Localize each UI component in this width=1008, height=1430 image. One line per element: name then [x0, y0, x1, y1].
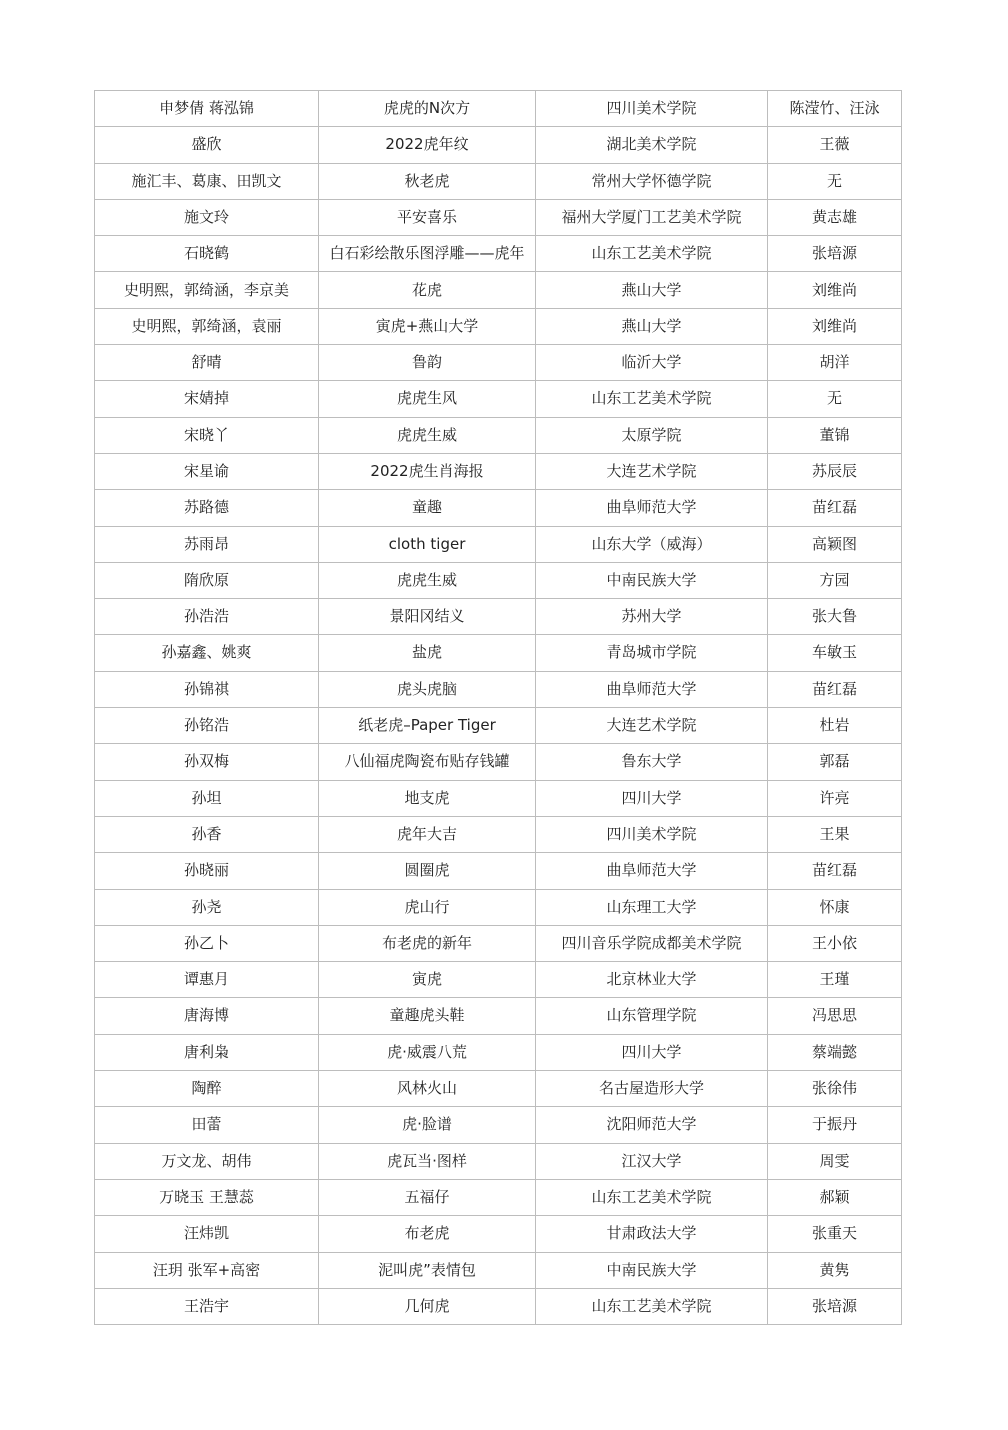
work-title-cell: cloth tiger: [319, 526, 536, 562]
table-row: [95, 853, 902, 889]
table-row: [95, 635, 902, 671]
author-cell: 唐利枭: [95, 1034, 319, 1070]
school-cell: 四川美术学院: [536, 91, 768, 127]
work-title-cell: 虎虎生风: [319, 381, 536, 417]
author-cell: 史明熙，郭绮涵，袁丽: [95, 308, 319, 344]
table-row: [95, 780, 902, 816]
table-row: [95, 345, 902, 381]
teacher-cell: 郭磊: [768, 744, 902, 780]
author-cell: 田蕾: [95, 1107, 319, 1143]
school-cell: 四川大学: [536, 780, 768, 816]
teacher-cell: 苗红磊: [768, 490, 902, 526]
table-row: [95, 744, 902, 780]
entries-table-body: [95, 91, 902, 1325]
teacher-cell: 张培源: [768, 1288, 902, 1324]
school-cell: 燕山大学: [536, 272, 768, 308]
teacher-cell: 于振丹: [768, 1107, 902, 1143]
teacher-cell: 张大鲁: [768, 599, 902, 635]
author-cell: 宋星谕: [95, 453, 319, 489]
author-cell: 孙尧: [95, 889, 319, 925]
school-cell: 山东理工大学: [536, 889, 768, 925]
author-cell: 孙坦: [95, 780, 319, 816]
entries-table: [94, 90, 902, 1325]
school-cell: 甘肃政法大学: [536, 1216, 768, 1252]
school-cell: 沈阳师范大学: [536, 1107, 768, 1143]
work-title-cell: 几何虎: [319, 1288, 536, 1324]
work-title-cell: 虎虎生威: [319, 417, 536, 453]
author-cell: 申梦倩 蒋泓锦: [95, 91, 319, 127]
school-cell: 中南民族大学: [536, 562, 768, 598]
teacher-cell: 苗红磊: [768, 853, 902, 889]
school-cell: 大连艺术学院: [536, 453, 768, 489]
teacher-cell: 郝颖: [768, 1179, 902, 1215]
school-cell: 名古屋造形大学: [536, 1071, 768, 1107]
teacher-cell: 蔡端懿: [768, 1034, 902, 1070]
table-row: [95, 1107, 902, 1143]
work-title-cell: 2022虎生肖海报: [319, 453, 536, 489]
work-title-cell: 布老虎: [319, 1216, 536, 1252]
teacher-cell: 高颖图: [768, 526, 902, 562]
author-cell: 施汇丰、葛康、田凯文: [95, 163, 319, 199]
author-cell: 宋晓丫: [95, 417, 319, 453]
table-row: [95, 1288, 902, 1324]
author-cell: 王浩宇: [95, 1288, 319, 1324]
school-cell: 北京林业大学: [536, 962, 768, 998]
work-title-cell: 虎头虎脑: [319, 671, 536, 707]
table-row: [95, 526, 902, 562]
work-title-cell: 白石彩绘散乐图浮雕——虎年: [319, 236, 536, 272]
table-row: [95, 272, 902, 308]
school-cell: 鲁东大学: [536, 744, 768, 780]
work-title-cell: 2022虎年纹: [319, 127, 536, 163]
school-cell: 福州大学厦门工艺美术学院: [536, 199, 768, 235]
school-cell: 四川美术学院: [536, 816, 768, 852]
author-cell: 万文龙、胡伟: [95, 1143, 319, 1179]
work-title-cell: 虎年大吉: [319, 816, 536, 852]
author-cell: 孙嘉鑫、姚爽: [95, 635, 319, 671]
school-cell: 山东工艺美术学院: [536, 1288, 768, 1324]
table-row: [95, 236, 902, 272]
table-row: [95, 1034, 902, 1070]
work-title-cell: 虎虎生威: [319, 562, 536, 598]
teacher-cell: 陈滢竹、汪泳: [768, 91, 902, 127]
author-cell: 孙晓丽: [95, 853, 319, 889]
table-row: [95, 1216, 902, 1252]
table-row: [95, 816, 902, 852]
work-title-cell: 寅虎: [319, 962, 536, 998]
table-row: [95, 381, 902, 417]
work-title-cell: 童趣: [319, 490, 536, 526]
teacher-cell: 张培源: [768, 236, 902, 272]
table-row: [95, 889, 902, 925]
author-cell: 孙浩浩: [95, 599, 319, 635]
school-cell: 常州大学怀德学院: [536, 163, 768, 199]
school-cell: 曲阜师范大学: [536, 853, 768, 889]
teacher-cell: 周雯: [768, 1143, 902, 1179]
school-cell: 山东管理学院: [536, 998, 768, 1034]
teacher-cell: 苏辰辰: [768, 453, 902, 489]
table-row: [95, 490, 902, 526]
teacher-cell: 车敏玉: [768, 635, 902, 671]
work-title-cell: 纸老虎–Paper Tiger: [319, 708, 536, 744]
author-cell: 苏雨昂: [95, 526, 319, 562]
teacher-cell: 刘维尚: [768, 272, 902, 308]
school-cell: 青岛城市学院: [536, 635, 768, 671]
teacher-cell: 冯思思: [768, 998, 902, 1034]
table-row: [95, 1252, 902, 1288]
school-cell: 中南民族大学: [536, 1252, 768, 1288]
author-cell: 谭惠月: [95, 962, 319, 998]
author-cell: 舒晴: [95, 345, 319, 381]
work-title-cell: 平安喜乐: [319, 199, 536, 235]
table-row: [95, 163, 902, 199]
school-cell: 大连艺术学院: [536, 708, 768, 744]
author-cell: 苏路德: [95, 490, 319, 526]
school-cell: 临沂大学: [536, 345, 768, 381]
school-cell: 燕山大学: [536, 308, 768, 344]
school-cell: 湖北美术学院: [536, 127, 768, 163]
school-cell: 苏州大学: [536, 599, 768, 635]
work-title-cell: 风林火山: [319, 1071, 536, 1107]
author-cell: 孙香: [95, 816, 319, 852]
work-title-cell: 景阳冈结义: [319, 599, 536, 635]
school-cell: 山东工艺美术学院: [536, 1179, 768, 1215]
table-row: [95, 453, 902, 489]
school-cell: 江汉大学: [536, 1143, 768, 1179]
work-title-cell: 布老虎的新年: [319, 925, 536, 961]
author-cell: 万晓玉 王慧蕊: [95, 1179, 319, 1215]
work-title-cell: 虎虎的N次方: [319, 91, 536, 127]
teacher-cell: 黄隽: [768, 1252, 902, 1288]
teacher-cell: 杜岩: [768, 708, 902, 744]
table-row: [95, 1143, 902, 1179]
work-title-cell: 虎瓦当·图样: [319, 1143, 536, 1179]
author-cell: 孙双梅: [95, 744, 319, 780]
table-row: [95, 1179, 902, 1215]
table-row: [95, 417, 902, 453]
school-cell: 四川大学: [536, 1034, 768, 1070]
teacher-cell: 张重天: [768, 1216, 902, 1252]
table-row: [95, 962, 902, 998]
school-cell: 曲阜师范大学: [536, 490, 768, 526]
teacher-cell: 王果: [768, 816, 902, 852]
work-title-cell: 虎山行: [319, 889, 536, 925]
work-title-cell: 八仙福虎陶瓷布贴存钱罐: [319, 744, 536, 780]
teacher-cell: 张徐伟: [768, 1071, 902, 1107]
teacher-cell: 黄志雄: [768, 199, 902, 235]
work-title-cell: 花虎: [319, 272, 536, 308]
school-cell: 山东大学（威海）: [536, 526, 768, 562]
teacher-cell: 许亮: [768, 780, 902, 816]
work-title-cell: 盐虎: [319, 635, 536, 671]
teacher-cell: 王小依: [768, 925, 902, 961]
work-title-cell: 五福仔: [319, 1179, 536, 1215]
table-row: [95, 199, 902, 235]
teacher-cell: 王薇: [768, 127, 902, 163]
school-cell: 山东工艺美术学院: [536, 381, 768, 417]
table-row: [95, 998, 902, 1034]
author-cell: 盛欣: [95, 127, 319, 163]
author-cell: 唐海博: [95, 998, 319, 1034]
author-cell: 隋欣原: [95, 562, 319, 598]
author-cell: 陶醉: [95, 1071, 319, 1107]
table-row: [95, 127, 902, 163]
table-row: [95, 562, 902, 598]
author-cell: 孙乙卜: [95, 925, 319, 961]
author-cell: 史明熙，郭绮涵，李京美: [95, 272, 319, 308]
teacher-cell: 苗红磊: [768, 671, 902, 707]
teacher-cell: 董锦: [768, 417, 902, 453]
author-cell: 孙锦祺: [95, 671, 319, 707]
teacher-cell: 无: [768, 381, 902, 417]
work-title-cell: 圆圈虎: [319, 853, 536, 889]
school-cell: 四川音乐学院成都美术学院: [536, 925, 768, 961]
teacher-cell: 怀康: [768, 889, 902, 925]
table-row: [95, 671, 902, 707]
work-title-cell: 泥叫虎”表情包: [319, 1252, 536, 1288]
teacher-cell: 无: [768, 163, 902, 199]
teacher-cell: 王瑾: [768, 962, 902, 998]
work-title-cell: 虎·脸谱: [319, 1107, 536, 1143]
table-row: [95, 91, 902, 127]
table-row: [95, 308, 902, 344]
work-title-cell: 秋老虎: [319, 163, 536, 199]
school-cell: 太原学院: [536, 417, 768, 453]
table-row: [95, 925, 902, 961]
work-title-cell: 虎·威震八荒: [319, 1034, 536, 1070]
school-cell: 曲阜师范大学: [536, 671, 768, 707]
author-cell: 汪玥 张军+高密: [95, 1252, 319, 1288]
work-title-cell: 童趣虎头鞋: [319, 998, 536, 1034]
document-page: [94, 90, 901, 1325]
work-title-cell: 寅虎+燕山大学: [319, 308, 536, 344]
author-cell: 宋婧掉: [95, 381, 319, 417]
table-row: [95, 708, 902, 744]
author-cell: 施文玲: [95, 199, 319, 235]
author-cell: 孙铭浩: [95, 708, 319, 744]
school-cell: 山东工艺美术学院: [536, 236, 768, 272]
teacher-cell: 胡洋: [768, 345, 902, 381]
table-row: [95, 599, 902, 635]
table-row: [95, 1071, 902, 1107]
author-cell: 汪炜凯: [95, 1216, 319, 1252]
teacher-cell: 方园: [768, 562, 902, 598]
author-cell: 石晓鹤: [95, 236, 319, 272]
work-title-cell: 地支虎: [319, 780, 536, 816]
teacher-cell: 刘维尚: [768, 308, 902, 344]
work-title-cell: 鲁韵: [319, 345, 536, 381]
